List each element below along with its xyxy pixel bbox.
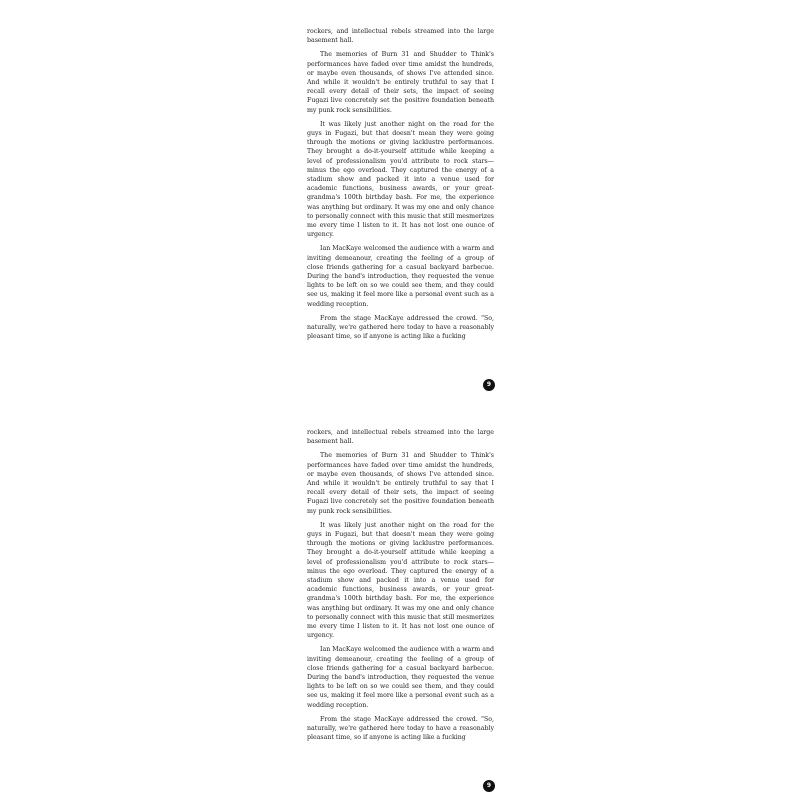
paragraph: The memories of Burn 31 and Shudder to Think's performances have faded over time amidst the hundreds, or maybe even thousands, of shows I've attended since. And while it wouldn't be entirely truthful to say that I recall every detail of their sets, the impact of seeing Fugazi live concretely set the positive foundation beneath my punk rock sensibilities. (307, 452, 494, 515)
paragraph: It was likely just another night on the road for the guys in Fugazi, but that doesn't mean they were going through the motions or giving lacklustre performances. They brought a do-it-yourself attitude while keeping a level of professionalism you'd attribute to rock stars—minus the ego overload. They captured the energy of a stadium show and packed it into a venue used for academic functions, business awards, or your great-grandma's 100th birthday bash. For me, the experience was anything but ordinary. It was my one and only chance to personally connect with this music that still mesmerizes me every time I listen to it. It has not lost one ounce of urgency. (307, 120, 494, 239)
paragraph: It was likely just another night on the road for the guys in Fugazi, but that doesn't mean they were going through the motions or giving lacklustre performances. They brought a do-it-yourself attitude while keeping a level of professionalism you'd attribute to rock stars—minus the ego overload. They captured the energy of a stadium show and packed it into a venue used for academic functions, business awards, or your great-grandma's 100th birthday bash. For me, the experience was anything but ordinary. It was my one and only chance to personally connect with this music that still mesmerizes me every time I listen to it. It has not lost one ounce of urgency. (307, 521, 494, 640)
page-number-badge: 9 (483, 780, 495, 792)
page-number-badge: 9 (483, 379, 495, 391)
book-page-top (307, 27, 494, 388)
paragraph: From the stage MacKaye addressed the crowd. "So, naturally, we're gathered here today to have a reasonably pleasant time, so if anyone is acting like a fucking (307, 314, 494, 341)
paragraph: Ian MacKaye welcomed the audience with a warm and inviting demeanour, creating the feeling of a group of close friends gathering for a casual backyard barbecue. During the band's introduction, they requested the venue lights to be left on so we could see them, and they could see us, making it feel more like a personal event such as a wedding reception. (307, 245, 494, 308)
paragraph: rockers, and intellectual rebels streamed into the large basement hall. (307, 28, 494, 45)
page-body-text (307, 27, 494, 342)
paragraph: Ian MacKaye welcomed the audience with a warm and inviting demeanour, creating the feeling of a group of close friends gathering for a casual backyard barbecue. During the band's introduction, they requested the venue lights to be left on so we could see them, and they could see us, making it feel more like a personal event such as a wedding reception. (307, 646, 494, 709)
paragraph: The memories of Burn 31 and Shudder to Think's performances have faded over time amidst the hundreds, or maybe even thousands, of shows I've attended since. And while it wouldn't be entirely truthful to say that I recall every detail of their sets, the impact of seeing Fugazi live concretely set the positive foundation beneath my punk rock sensibilities. (307, 51, 494, 114)
book-page-bottom (307, 428, 494, 789)
paragraph: rockers, and intellectual rebels streamed into the large basement hall. (307, 429, 494, 446)
paragraph: From the stage MacKaye addressed the crowd. "So, naturally, we're gathered here today to have a reasonably pleasant time, so if anyone is acting like a fucking (307, 715, 494, 742)
page-body-text (307, 428, 494, 743)
